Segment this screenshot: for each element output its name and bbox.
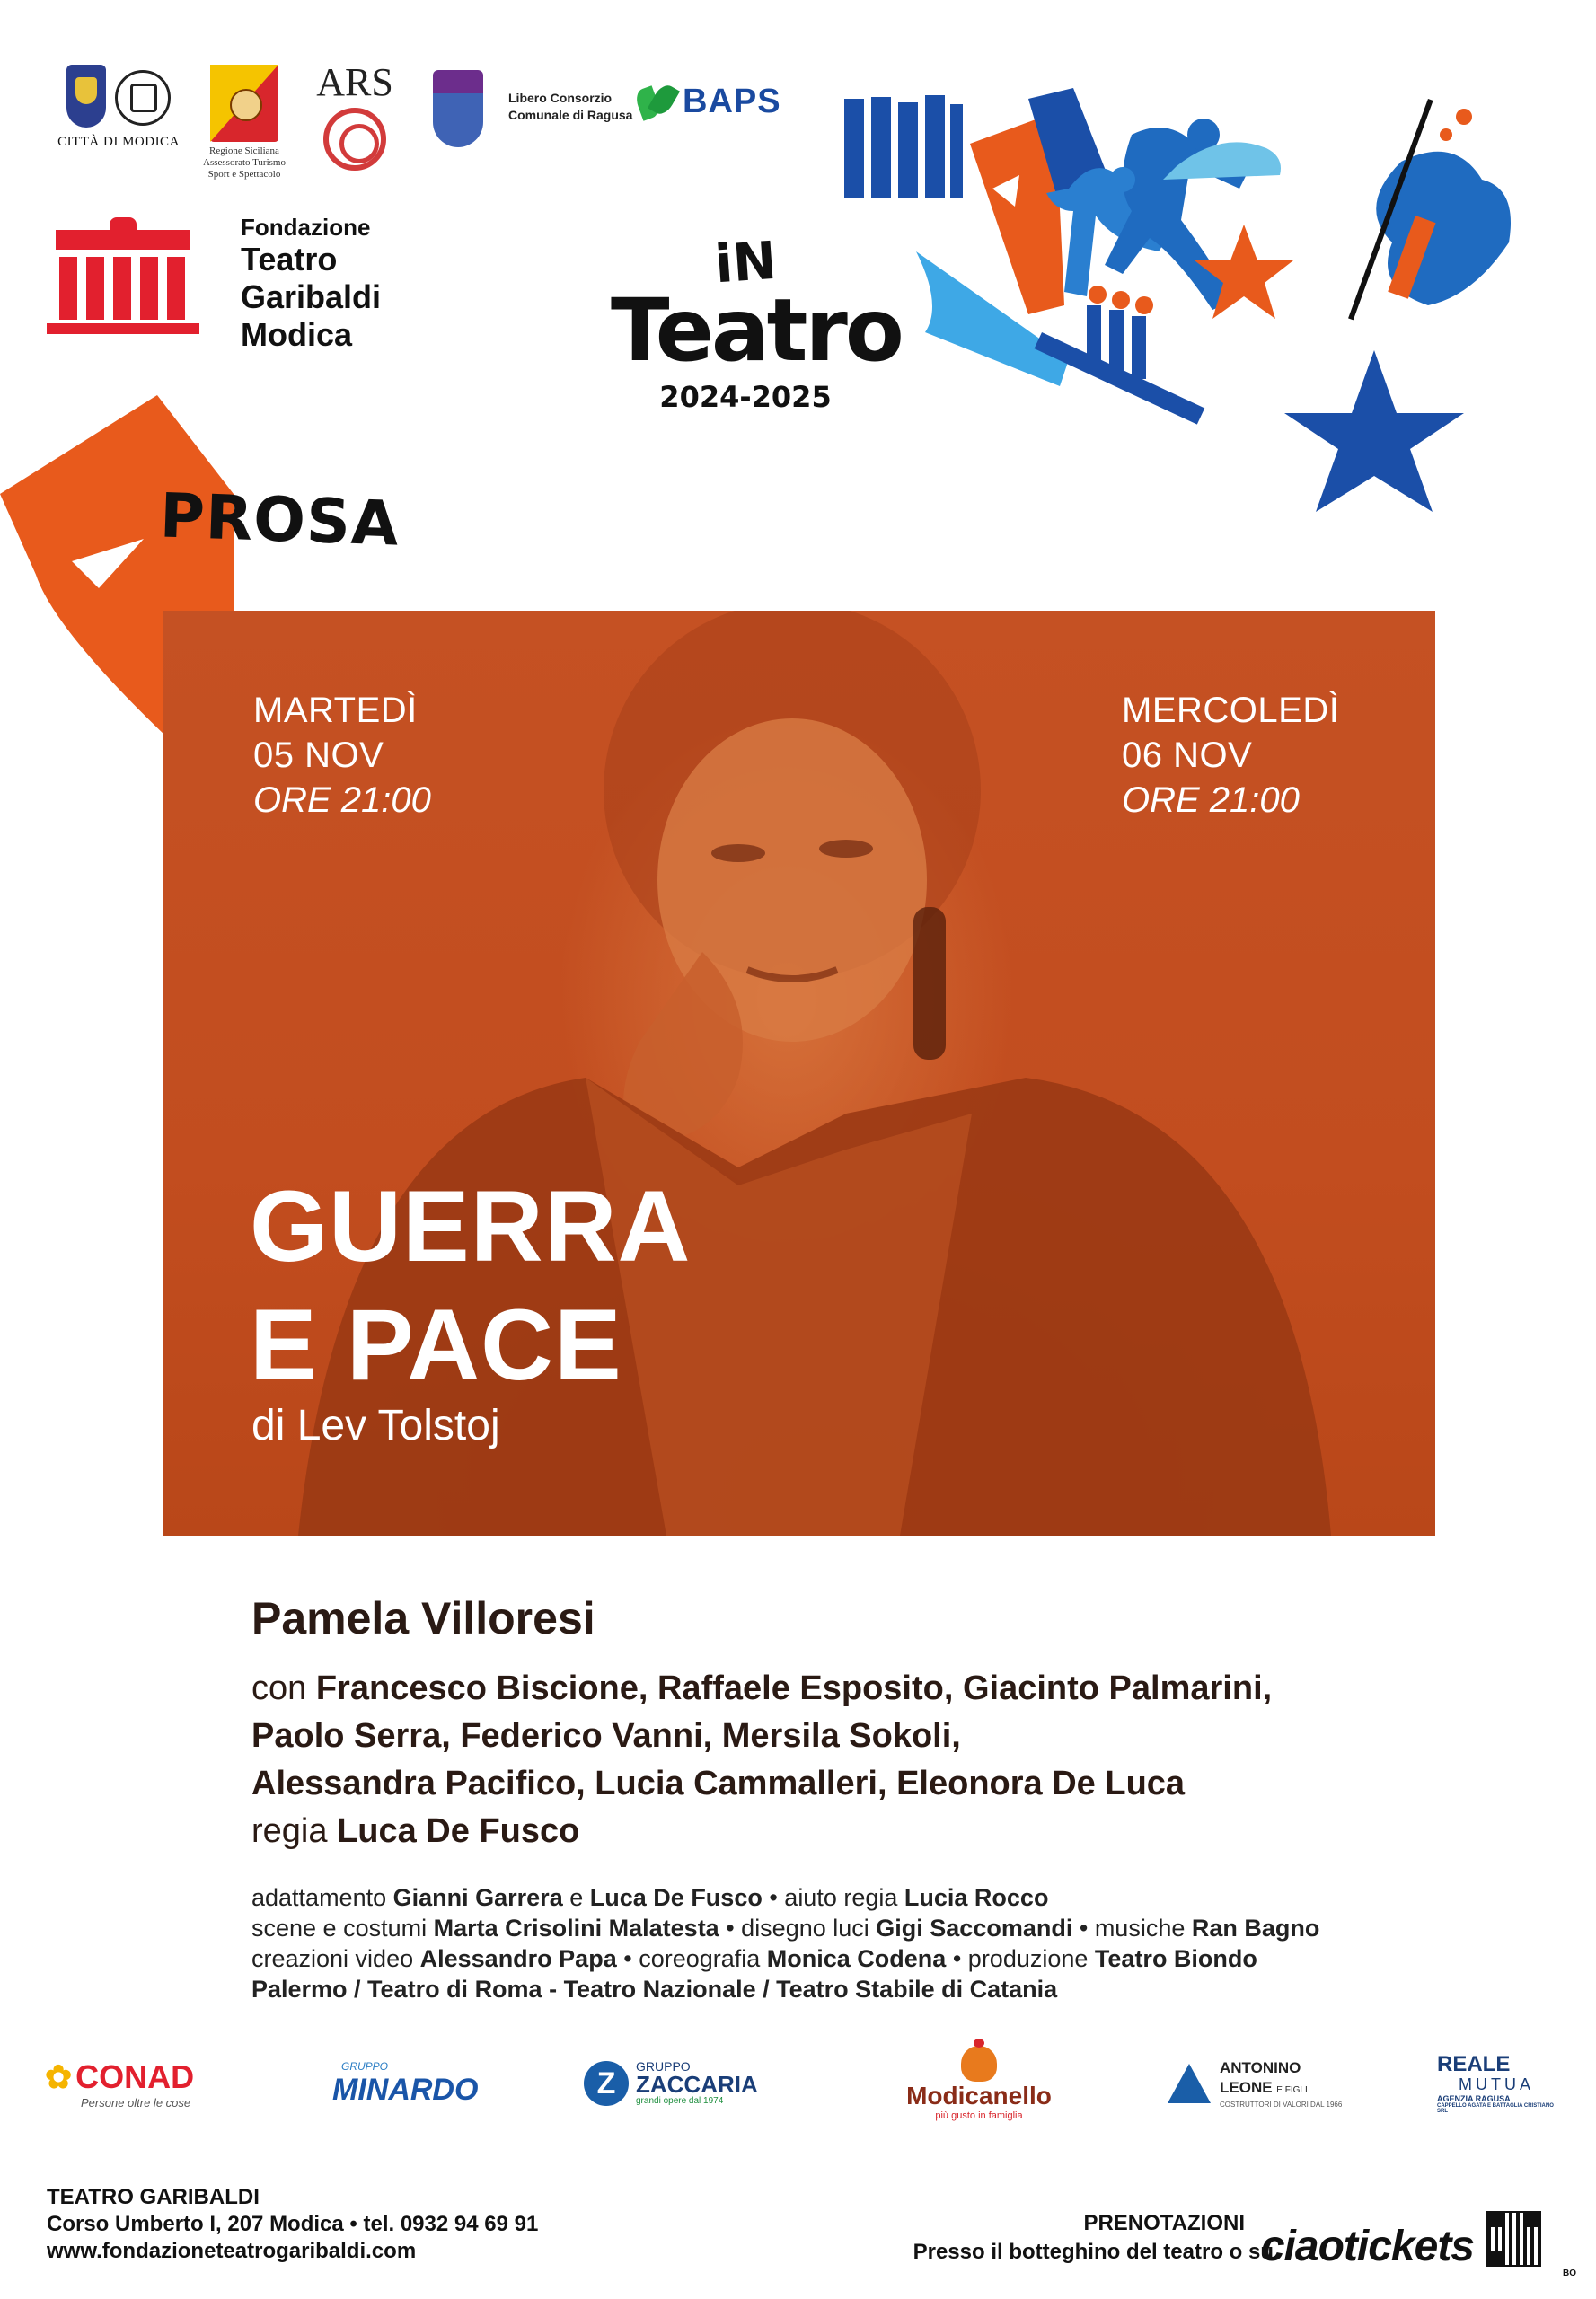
baps-logo: [638, 83, 790, 121]
booking-info: [913, 2211, 1559, 2274]
credits-block: [251, 1590, 1419, 2004]
reale-mutua-logo: REALE MUTUA AGENZIA RAGUSA CAPPELLO AGATA E BATTAGLIA CRISTIANO SRL: [1437, 2051, 1554, 2114]
baps-label: BAPS: [683, 83, 781, 120]
modicanello-logo: Modicanello più gusto in famiglia: [880, 2039, 1078, 2128]
citta-di-modica-logo: [47, 65, 190, 150]
ars-logo: [314, 60, 395, 171]
baps-leaf-icon: [638, 84, 674, 120]
regione-caption: Regione Siciliana Assessorato Turismo Sport e Spettacolo: [203, 145, 286, 180]
ragusa-crest-icon: [433, 70, 483, 147]
ciaotickets-logo[interactable]: ciaotickets: [1260, 2223, 1474, 2270]
booking-title: PRENOTAZIONI: [1083, 2211, 1245, 2235]
show-title: GUERRA E PACE: [250, 1170, 692, 1401]
citta-caption: CITTÀ DI MODICA: [57, 135, 180, 149]
venue-info: [47, 2184, 538, 2265]
triangle-icon: [1168, 2064, 1211, 2103]
festival-in: iN: [712, 229, 779, 295]
genre-label: PROSA: [158, 480, 401, 560]
show-poster-photo: [163, 611, 1435, 1536]
production-credits: adattamento Gianni Garrera e Luca De Fusco • aiuto regia Lucia Rocco scene e costumi Marta Crisolini Malatesta • disegno luci Gigi Saccomandi • musiche Ran Bagno creazioni video Alessandro Papa • coreografia Monica Codena • produzione Teatro Biondo Palermo / Teatro di Roma - Teatro Nazionale / Teatro Stabile di Catania: [251, 1884, 1320, 2003]
date-first-show: MARTEDÌ 05 NOV ORE 21:00: [253, 691, 431, 820]
rooster-icon: [961, 2046, 997, 2082]
consorzio-ragusa-logo: Libero Consorzio Comunale di Ragusa: [433, 70, 639, 147]
antonino-leone-logo: ANTONINO LEONE E FIGLI COSTRUTTORI DI VALORI DAL 1966: [1168, 2039, 1365, 2128]
booking-text: Presso il botteghino del teatro o su: [913, 2240, 1274, 2264]
modica-crest-icon: [66, 65, 106, 128]
piano-keys-icon: [844, 95, 963, 198]
sponsor-logos: [36, 2039, 1563, 2137]
minardo-logo: GRUPPO MINARDO: [332, 2059, 479, 2107]
show-author: di Lev Tolstoj: [251, 1402, 500, 1449]
violin-icon: [1348, 99, 1511, 320]
fondazione-teatro-garibaldi-logo: Fondazione Teatro Garibaldi Modica: [47, 208, 406, 352]
cast-list: con Francesco Biscione, Raffaele Esposito, Giacinto Palmarini, Paolo Serra, Federico Vanni, Mersila Sokoli, Alessandra Pacifico, Lucia Cammalleri, Eleonora De Luca regia Luca De Fusco: [251, 1669, 1273, 1850]
festival-season: 2024-2025: [659, 380, 832, 414]
venue-name: TEATRO GARIBALDI: [47, 2185, 260, 2209]
zaccaria-logo: Z GRUPPO ZACCARIA grandi opere dal 1974: [584, 2039, 781, 2128]
trinacria-icon: [210, 65, 278, 142]
zaccaria-z-icon: Z: [584, 2061, 629, 2106]
conad-logo: ✿ CONAD Persone oltre le cose: [45, 2039, 225, 2128]
ars-spiral-icon: [323, 108, 386, 171]
regione-siciliana-logo: [199, 65, 289, 181]
festival-teatro: Teatro: [611, 280, 902, 381]
performing-arts-collage-illustration: [835, 81, 1554, 530]
designer-mark: BO: [1563, 2268, 1576, 2278]
theatre-facade-icon: [47, 217, 199, 343]
ars-label: ARS: [316, 60, 393, 104]
lead-actor: Pamela Villoresi: [251, 1593, 595, 1643]
venue-address: Corso Umberto I, 207 Modica • tel. 0932 94 69 91: [47, 2212, 539, 2236]
date-second-show: MERCOLEDÌ 06 NOV ORE 21:00: [1122, 691, 1340, 820]
qr-code-icon[interactable]: [1486, 2211, 1541, 2267]
blue-star-icon: [1284, 350, 1464, 512]
unesco-icon: [115, 70, 171, 126]
venue-website[interactable]: www.fondazioneteatrogaribaldi.com: [47, 2239, 417, 2263]
